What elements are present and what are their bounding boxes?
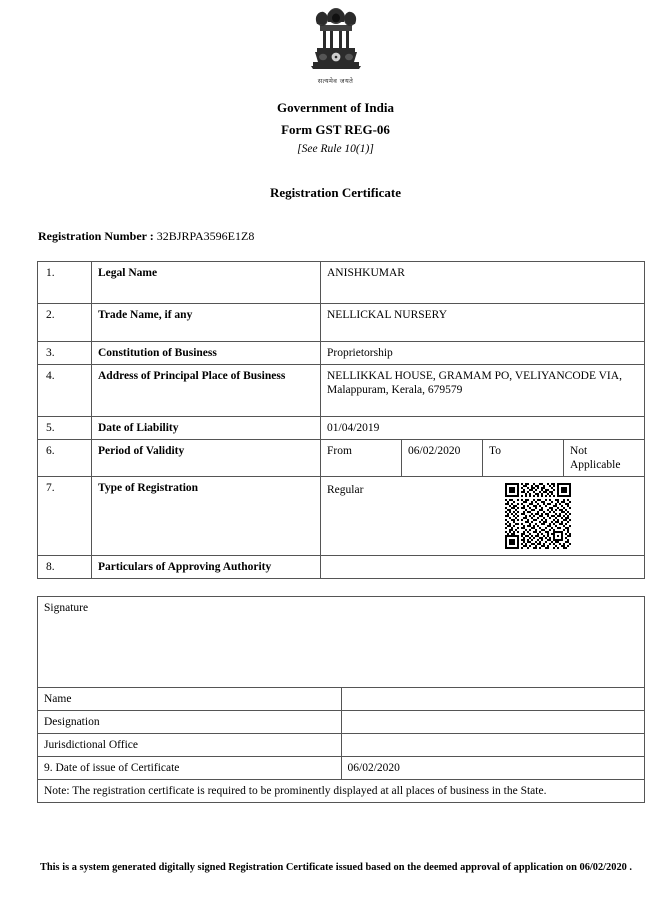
note-row [38, 780, 645, 803]
qr-code-svg [502, 483, 574, 549]
row-label: Legal Name [92, 262, 321, 304]
signature-cell [38, 597, 645, 688]
designation-label: Designation [38, 711, 342, 734]
row-serial: 4. [38, 365, 92, 417]
row-label: Constitution of Business [92, 342, 321, 365]
national-emblem-icon [308, 4, 364, 70]
name-label: Name [38, 688, 342, 711]
registration-number-value: 32BJRPA3596E1Z8 [156, 229, 255, 243]
table-row [38, 304, 645, 342]
signature-block-table [37, 596, 645, 803]
table-row [38, 417, 645, 440]
row-serial: 7. [38, 477, 92, 556]
legal-name-value: ANISHKUMAR [321, 262, 645, 304]
row-label: Period of Validity [92, 440, 321, 477]
validity-from-label: From [321, 440, 402, 477]
row-label: Trade Name, if any [92, 304, 321, 342]
row-label: Type of Registration [92, 477, 321, 556]
address-line-1: NELLIKKAL HOUSE, GRAMAM PO, VELIYANCODE VIA, [327, 370, 622, 383]
government-heading: Government of India [277, 100, 394, 115]
jurisdictional-office-label: Jurisdictional Office [38, 734, 342, 757]
table-row [38, 262, 645, 304]
certificate-details-table [37, 261, 645, 579]
validity-to-label: To [483, 440, 564, 477]
signature-row [38, 597, 645, 688]
form-number-heading: Form GST REG-06 [281, 122, 390, 137]
rule-reference: [See Rule 10(1)] [297, 143, 374, 155]
address-value [321, 365, 645, 417]
national-emblem-block [0, 4, 671, 85]
table-row [38, 342, 645, 365]
table-row [38, 711, 645, 734]
footer-note: This is a system generated digitally signed Registration Certificate issued based on the deemed approval of application on 06/02/2020 . [39, 862, 633, 873]
table-row [38, 365, 645, 417]
address-line-2: Malappuram, Kerala, 679579 [327, 384, 463, 397]
row-serial: 3. [38, 342, 92, 365]
constitution-value: Proprietorship [321, 342, 645, 365]
table-row [38, 688, 645, 711]
qr-code-icon [502, 483, 574, 549]
row-label: Particulars of Approving Authority [92, 556, 321, 579]
table-row [38, 477, 645, 556]
registration-number-label: Registration Number : [38, 229, 154, 243]
type-of-registration-value: Regular [327, 484, 364, 497]
row-serial: 5. [38, 417, 92, 440]
type-of-registration-cell [321, 477, 645, 556]
row-label: Date of Liability [92, 417, 321, 440]
table-row [38, 734, 645, 757]
date-of-liability-value: 01/04/2019 [321, 417, 645, 440]
registration-number-line [38, 229, 254, 244]
display-note: Note: The registration certificate is required to be prominently displayed at all places of business in the State. [38, 780, 645, 803]
emblem-motto: सत्यमेव जयते [317, 77, 354, 85]
designation-value [341, 711, 645, 734]
jurisdictional-office-value [341, 734, 645, 757]
table-row [38, 556, 645, 579]
page-title: Registration Certificate [269, 185, 402, 200]
approving-authority-value [321, 556, 645, 579]
row-serial: 8. [38, 556, 92, 579]
validity-to-value: Not Applicable [564, 440, 645, 477]
table-row [38, 757, 645, 780]
row-serial: 6. [38, 440, 92, 477]
name-value [341, 688, 645, 711]
date-of-issue-label: 9. Date of issue of Certificate [38, 757, 342, 780]
row-label: Address of Principal Place of Business [92, 365, 321, 417]
validity-from-value: 06/02/2020 [402, 440, 483, 477]
row-serial: 2. [38, 304, 92, 342]
date-of-issue-value: 06/02/2020 [341, 757, 645, 780]
trade-name-value: NELLICKAL NURSERY [321, 304, 645, 342]
row-serial: 1. [38, 262, 92, 304]
table-row [38, 440, 645, 477]
signature-label: Signature [44, 602, 89, 614]
